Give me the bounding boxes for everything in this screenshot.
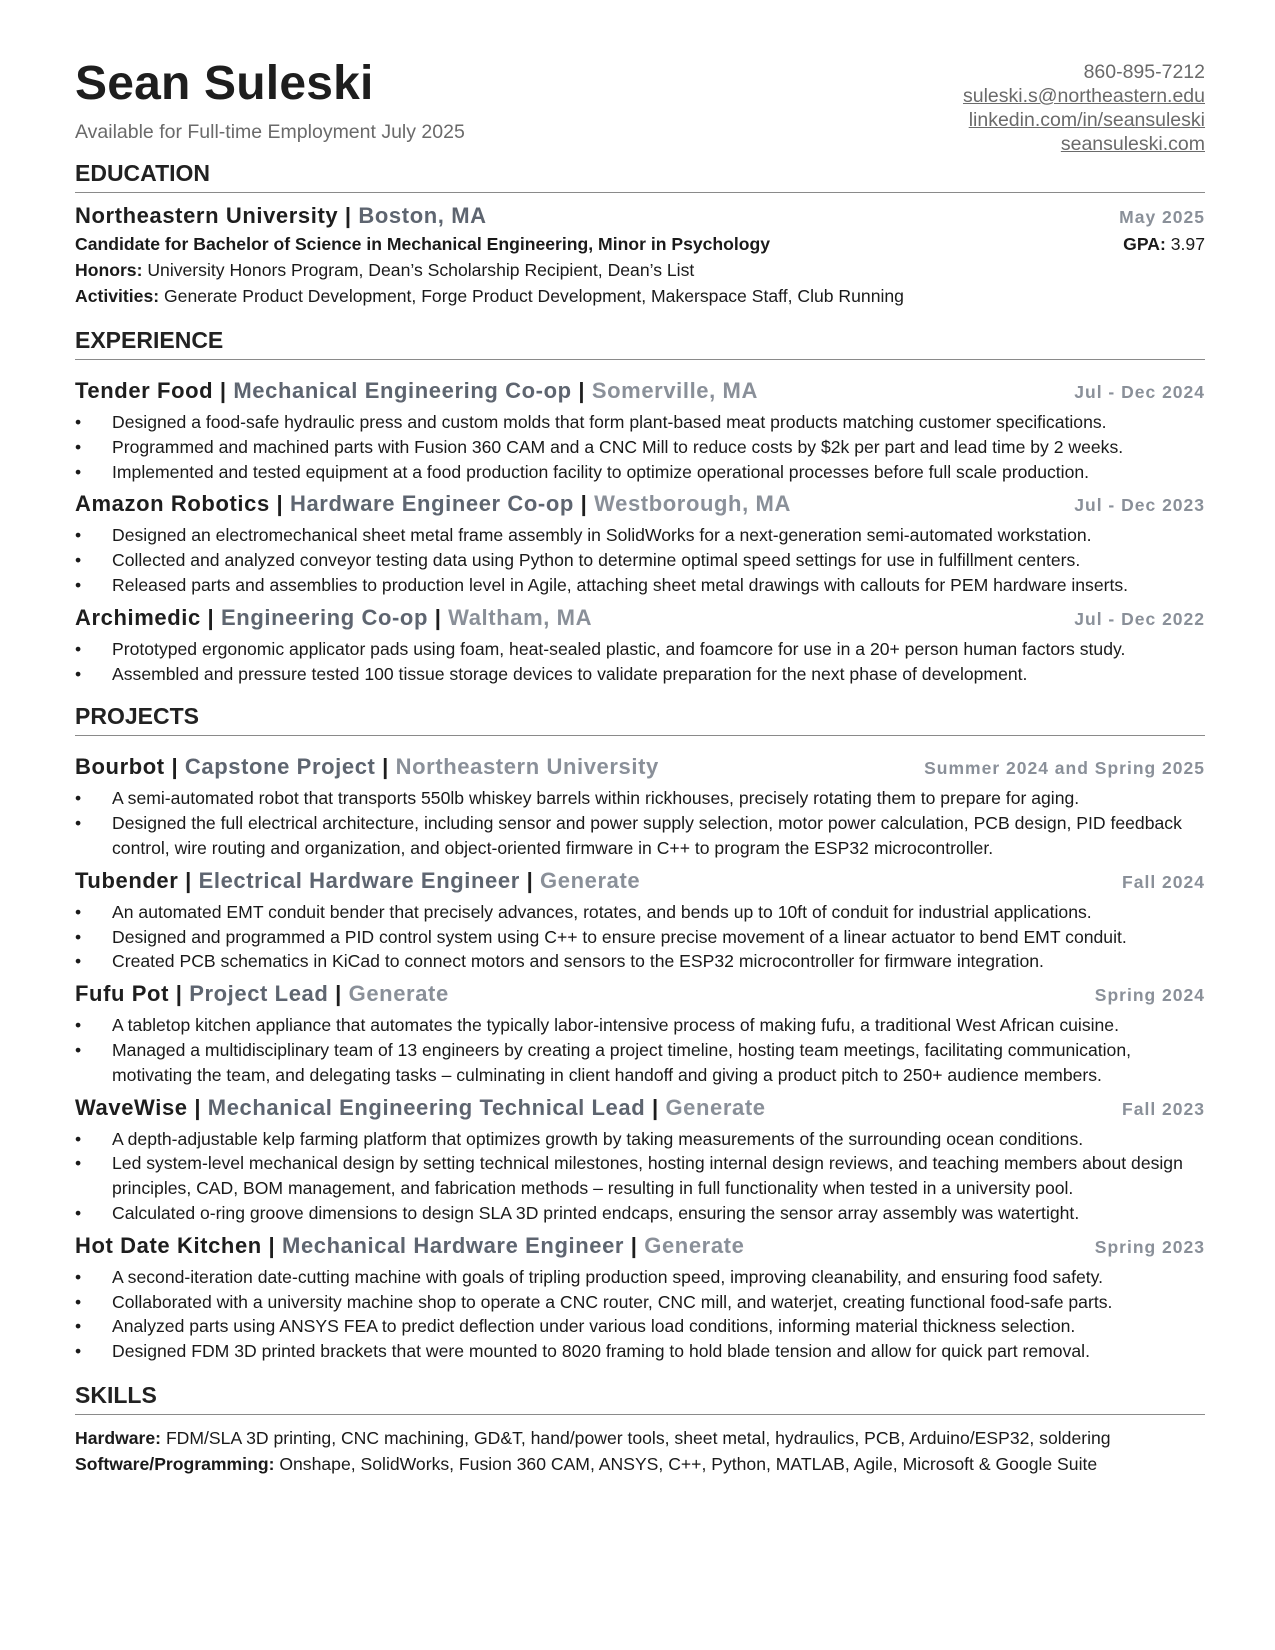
project-date: Spring 2024 <box>1094 985 1205 1006</box>
project-date: Fall 2024 <box>1122 871 1205 892</box>
contact-block <box>963 60 1205 156</box>
section-title-projects: PROJECTS <box>75 703 1205 736</box>
software-skills-line <box>75 1451 1205 1477</box>
job-date: Jul - Dec 2024 <box>1074 382 1205 402</box>
job-bullet: • Implemented and tested equipment at a food production facility to optimize operational processes before full scale production. <box>75 460 1205 485</box>
project-entry <box>75 1095 1205 1226</box>
job-entry-header <box>75 491 1205 517</box>
project-location: Generate <box>665 1094 766 1120</box>
separator: | <box>328 981 349 1007</box>
separator: | <box>213 378 234 403</box>
project-bullet: • Designed and programmed a PID control system using C++ to ensure precise movement of a linear actuator to bend EMT conduit. <box>75 925 1205 950</box>
graduation-date: May 2025 <box>1119 207 1205 227</box>
degree-line <box>75 231 1205 257</box>
separator: | <box>375 754 396 780</box>
project-entry-header <box>75 1095 1205 1121</box>
hardware-label: Hardware: <box>75 1427 162 1448</box>
job-org: Archimedic <box>75 604 201 630</box>
job-bullet-list <box>75 410 1205 484</box>
project-role: Mechanical Hardware Engineer <box>282 1232 625 1258</box>
separator: | <box>519 867 541 893</box>
job-entry <box>75 491 1205 597</box>
job-org: Tender Food <box>75 378 214 403</box>
degree-text: Candidate for Bachelor of Science in Mechanical Engineering, Minor in Psychology <box>75 234 771 254</box>
hardware-skills-line <box>75 1425 1205 1451</box>
project-bullet: • A depth-adjustable kelp farming platform that optimizes growth by taking measurements of the surrounding ocean conditions. <box>75 1127 1205 1152</box>
project-location: Generate <box>348 981 449 1007</box>
phone-number: 860-895-7212 <box>1083 61 1205 83</box>
candidate-name: Sean Suleski <box>75 57 374 110</box>
project-bullet-list <box>75 900 1205 974</box>
separator: | <box>261 1232 283 1258</box>
projects-section <box>75 703 1205 1364</box>
job-role: Engineering Co-op <box>221 604 428 630</box>
job-role: Hardware Engineer Co-op <box>289 491 574 517</box>
projects-list <box>75 754 1205 1364</box>
project-bullet: • A semi-automated robot that transports 550lb whiskey barrels within rickhouses, precisely rotating them to prepare for aging. <box>75 786 1205 811</box>
project-bullet: • Led system-level mechanical design by setting technical milestones, hosting internal design reviews, and teaching members about design principles, CAD, BOM management, and fabrication methods – resulting in full functionality when tested in a university pool. <box>75 1151 1205 1201</box>
project-bullet: • Managed a multidisciplinary team of 13 engineers by creating a project timeline, hosting team meetings, facilitating communication, motivating the team, and delegating tasks – culminating in client handoff and giving a product pitch to 250+ audience members. <box>75 1038 1205 1088</box>
project-entry-header <box>75 1233 1205 1259</box>
job-bullet: • Collected and analyzed conveyor testing data using Python to determine optimal speed settings for use in fulfillment centers. <box>75 548 1205 573</box>
project-role: Capstone Project <box>184 754 376 780</box>
project-role: Project Lead <box>189 981 329 1007</box>
gpa: GPA: 3.97 <box>1123 234 1205 254</box>
job-bullet-list <box>75 523 1205 597</box>
job-bullet: • Designed an electromechanical sheet metal frame assembly in SolidWorks for a next-generation semi-automated workstation. <box>75 523 1205 548</box>
resume-page <box>75 0 1205 1477</box>
project-entry <box>75 868 1205 974</box>
project-bullet-list <box>75 1265 1205 1364</box>
activities-label: Activities: <box>75 286 160 306</box>
section-title-skills: SKILLS <box>75 1382 1205 1415</box>
job-bullet: • Assembled and pressure tested 100 tissue storage devices to validate preparation for the next phase of development. <box>75 662 1205 687</box>
experience-list <box>75 378 1205 686</box>
project-bullet: • Created PCB schematics in KiCad to connect motors and sensors to the ESP32 microcontroller for firmware integration. <box>75 949 1205 974</box>
resume-header <box>75 0 1205 160</box>
separator: | <box>571 378 592 403</box>
job-location: Westborough, MA <box>594 491 791 517</box>
hardware-skills: FDM/SLA 3D printing, CNC machining, GD&T, hand/power tools, sheet metal, hydraulics, PCB, Arduino/ESP32, soldering <box>165 1427 1111 1448</box>
separator: | <box>624 1232 645 1258</box>
job-location: Waltham, MA <box>448 604 593 630</box>
project-org: Fufu Pot <box>75 981 169 1007</box>
project-bullet-list <box>75 786 1205 860</box>
website-link[interactable]: seansuleski.com <box>1060 133 1205 155</box>
separator: | <box>178 867 199 893</box>
project-entry-header <box>75 981 1205 1007</box>
project-location: Generate <box>644 1232 745 1258</box>
project-entry-header <box>75 754 1205 780</box>
project-entry <box>75 981 1205 1087</box>
project-location: Northeastern University <box>395 754 659 780</box>
job-date: Jul - Dec 2022 <box>1074 608 1205 629</box>
separator: | <box>645 1094 666 1120</box>
school-name: Northeastern University <box>75 203 339 228</box>
separator: | <box>164 754 185 780</box>
job-bullet-list <box>75 637 1205 687</box>
project-entry <box>75 754 1205 860</box>
job-entry <box>75 605 1205 687</box>
section-title-experience: EXPERIENCE <box>75 327 1205 360</box>
linkedin-link[interactable]: linkedin.com/in/seansuleski <box>968 109 1205 131</box>
honors-line <box>75 257 1205 283</box>
project-bullet: • Calculated o-ring groove dimensions to design SLA 3D printed endcaps, ensuring the sensor array assembly was watertight. <box>75 1201 1205 1226</box>
project-bullet: • Designed the full electrical architecture, including sensor and power supply selection, motor power calculation, PCB design, PID feedback control, wire routing and organization, and object-oriented firmware in C++ to program the ESP32 microcontroller. <box>75 811 1205 861</box>
project-role: Electrical Hardware Engineer <box>198 867 520 893</box>
job-entry-header <box>75 378 1205 404</box>
job-location: Somerville, MA <box>591 378 758 403</box>
project-org: WaveWise <box>75 1094 188 1120</box>
project-org: Tubender <box>75 867 179 893</box>
project-bullet: • Designed FDM 3D printed brackets that were mounted to 8020 framing to hold blade tension and allow for quick part removal. <box>75 1339 1205 1364</box>
project-bullet-list <box>75 1127 1205 1226</box>
education-section <box>75 160 1205 309</box>
section-title-education: EDUCATION <box>75 160 1205 193</box>
job-role: Mechanical Engineering Co-op <box>233 378 572 403</box>
job-date: Jul - Dec 2023 <box>1074 495 1205 516</box>
project-date: Spring 2023 <box>1094 1236 1205 1257</box>
project-org: Hot Date Kitchen <box>75 1232 262 1258</box>
experience-section <box>75 327 1205 686</box>
education-entry-header: Northeastern University | Boston, MA May 2025 <box>75 203 1205 228</box>
project-bullet-list <box>75 1013 1205 1087</box>
project-bullet: • A tabletop kitchen appliance that automates the typically labor-intensive process of making fufu, a traditional West African cuisine. <box>75 1013 1205 1038</box>
separator: | <box>200 604 222 630</box>
software-label: Software/Programming: <box>75 1453 275 1474</box>
job-entry <box>75 378 1205 484</box>
project-bullet: • An automated EMT conduit bender that precisely advances, rotates, and bends up to 10ft of conduit for industrial applications. <box>75 900 1205 925</box>
school-location: Boston, MA <box>358 203 487 228</box>
job-bullet: • Released parts and assemblies to production level in Agile, attaching sheet metal drawings with callouts for PEM hardware inserts. <box>75 573 1205 598</box>
separator: | <box>269 491 290 517</box>
job-bullet: • Programmed and machined parts with Fusion 360 CAM and a CNC Mill to reduce costs by $2k per part and lead time by 2 weeks. <box>75 435 1205 460</box>
availability-tagline: Available for Full-time Employment July 2025 <box>75 121 465 143</box>
software-skills: Onshape, SolidWorks, Fusion 360 CAM, ANSYS, C++, Python, MATLAB, Agile, Microsoft & Google Suite <box>279 1453 1098 1474</box>
separator: | <box>573 491 595 517</box>
project-entry <box>75 1233 1205 1364</box>
honors-label: Honors: <box>75 260 143 280</box>
separator: | <box>169 981 190 1007</box>
activities-text: Generate Product Development, Forge Product Development, Makerspace Staff, Club Running <box>163 286 904 306</box>
project-date: Fall 2023 <box>1122 1098 1205 1119</box>
skills-section <box>75 1382 1205 1477</box>
project-bullet: • Analyzed parts using ANSYS FEA to predict deflection under various load conditions, informing material thickness selection. <box>75 1314 1205 1339</box>
activities-line <box>75 283 1205 309</box>
job-bullet: • Designed a food-safe hydraulic press and custom molds that form plant-based meat products matching customer specifications. <box>75 410 1205 435</box>
separator: | <box>427 604 449 630</box>
separator: | <box>187 1094 208 1120</box>
project-bullet: • A second-iteration date-cutting machine with goals of tripling production speed, improving cleanability, and ensuring food safety. <box>75 1265 1205 1290</box>
job-bullet: • Prototyped ergonomic applicator pads using foam, heat-sealed plastic, and foamcore for use in a 20+ person human factors study. <box>75 637 1205 662</box>
job-org: Amazon Robotics <box>75 491 270 517</box>
project-location: Generate <box>540 867 641 893</box>
honors-text: University Honors Program, Dean’s Scholarship Recipient, Dean’s List <box>147 260 695 280</box>
project-org: Bourbot <box>75 754 165 780</box>
email-link[interactable]: suleski.s@northeastern.edu <box>962 85 1205 107</box>
project-entry-header <box>75 868 1205 894</box>
project-bullet: • Collaborated with a university machine shop to operate a CNC router, CNC mill, and waterjet, creating functional food-safe parts. <box>75 1290 1205 1315</box>
project-role: Mechanical Engineering Technical Lead <box>207 1094 646 1120</box>
job-entry-header <box>75 605 1205 631</box>
project-date: Summer 2024 and Spring 2025 <box>924 758 1205 779</box>
